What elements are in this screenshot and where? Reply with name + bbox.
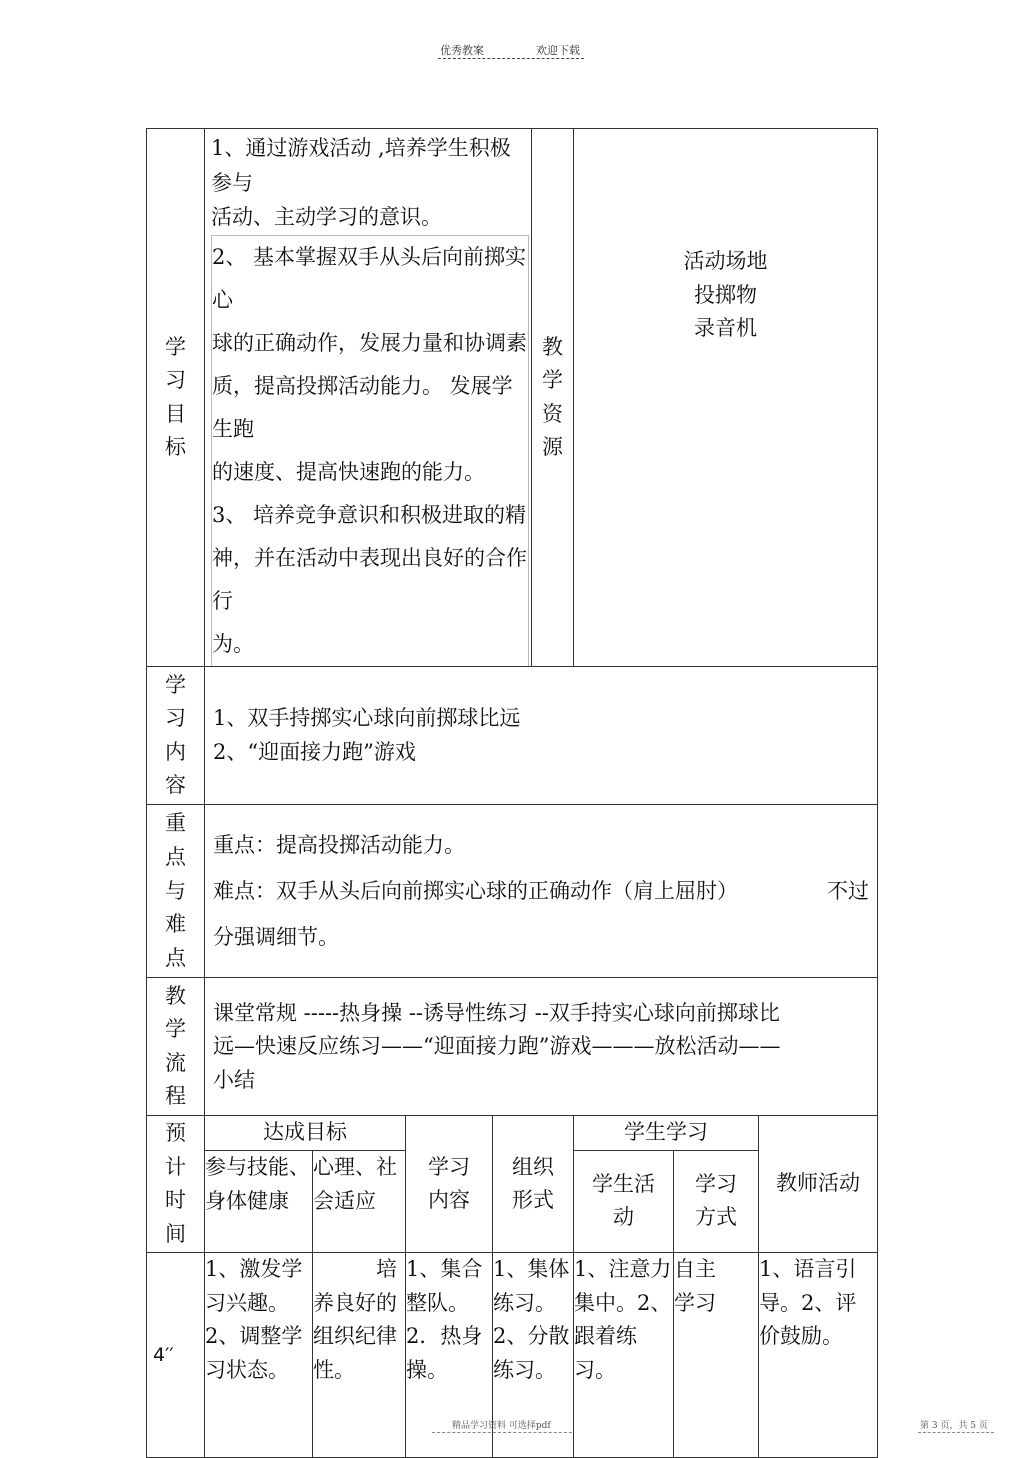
student-activity-header: 学生活动 [574, 1150, 674, 1252]
teacher-activity-value: 1、语言引导。2、评价鼓励。 [759, 1252, 878, 1457]
process-cell [205, 978, 878, 1116]
objective-2-line-4: 的速度、提高快速跑的能力。 [212, 460, 485, 485]
resource-recorder: 录音机 [694, 316, 758, 341]
content-value: 1、集合整队。2．热身操。 [406, 1252, 493, 1457]
footer-divider [432, 1432, 572, 1433]
resource-venue: 活动场地 [683, 249, 768, 273]
lesson-plan-table [146, 128, 878, 1458]
header-divider [438, 58, 584, 59]
footer-divider-right [918, 1432, 994, 1433]
difficulty-text-cont: 分强调细节。 [213, 925, 339, 950]
objectives-cell [205, 129, 532, 667]
student-activity-value: 1、注意力集中。2、跟着练习。 [574, 1252, 674, 1457]
keypoints-label: 重点与难点 [147, 805, 205, 978]
keypoints-cell [205, 805, 878, 978]
content-line-2: 2、“迎面接力跑”游戏 [213, 739, 416, 764]
content-header: 学习内容 [406, 1116, 493, 1253]
footer-page-number: 第 3 页，共 5 页 [920, 1421, 988, 1431]
objective-3-line-1: 3、 培养竞争意识和积极进取的精 [212, 503, 527, 528]
org-header: 组织形式 [493, 1116, 574, 1253]
objective-2-line-2: 球的正确动作，发展力量和协调素 [212, 331, 527, 356]
resource-throwing-object: 投掷物 [694, 282, 758, 307]
objectives-label: 学习目标 [147, 129, 205, 667]
objective-3-line-3: 为。 [212, 632, 254, 657]
time-value: 4′′ [147, 1252, 205, 1457]
org-value: 1、集体练习。2、分散练习。 [493, 1252, 574, 1457]
resources-cell [574, 129, 878, 667]
objective-3-line-2: 神，并在活动中表现出良好的合作行 [212, 546, 527, 614]
footer-center: 精品学习资料 可选择pdf [452, 1421, 551, 1431]
study-mode-value: 自主学习 [674, 1252, 759, 1457]
objective-1-line-2: 活动、主动学习的意识。 [211, 205, 442, 230]
objective-2-line-1: 2、 基本掌握双手从头后向前掷实心 [212, 244, 527, 312]
goal-b-header: 心理、社会适应 [313, 1150, 406, 1252]
time-label: 预计时间 [147, 1116, 205, 1253]
teacher-activity-header: 教师活动 [759, 1116, 878, 1253]
student-group-header: 学生学习 [574, 1116, 759, 1151]
study-mode-header: 学习方式 [674, 1150, 759, 1252]
objectives-inner-box [211, 235, 529, 666]
objective-1-line-1: 1、通过游戏活动 ,培养学生积极参与 [211, 136, 511, 195]
content-line-1: 1、双手持掷实心球向前掷球比远 [213, 706, 521, 731]
goal-a-value: 1、激发学习兴趣。2、调整学习状态。 [205, 1252, 313, 1457]
resources-label: 教学资源 [532, 129, 574, 667]
header-right: 欢迎下载 [536, 44, 580, 57]
content-cell [205, 667, 878, 805]
goal-b-value: 培养良好的组织纪律性。 [313, 1252, 406, 1457]
goals-group-header: 达成目标 [205, 1116, 406, 1151]
keypoint-text: 重点：提高投掷活动能力。 [213, 833, 465, 858]
process-line-3: 小结 [213, 1067, 255, 1092]
objective-2-line-3: 质，提高投掷活动能力。 发展学生跑 [212, 374, 513, 442]
goal-a-header: 参与技能、身体健康 [205, 1150, 313, 1252]
content-label: 学习内容 [147, 667, 205, 805]
process-line-1: 课堂常规 -----热身操 --诱导性练习 --双手持实心球向前掷球比 [213, 1000, 780, 1025]
process-line-2: 远—快速反应练习——“迎面接力跑”游戏———放松活动—— [213, 1034, 781, 1059]
header-left: 优秀教案 [440, 44, 484, 57]
process-label: 教学流程 [147, 978, 205, 1116]
difficulty-text: 难点：双手从头后向前掷实心球的正确动作（肩上屈肘） 不过 [213, 879, 870, 904]
